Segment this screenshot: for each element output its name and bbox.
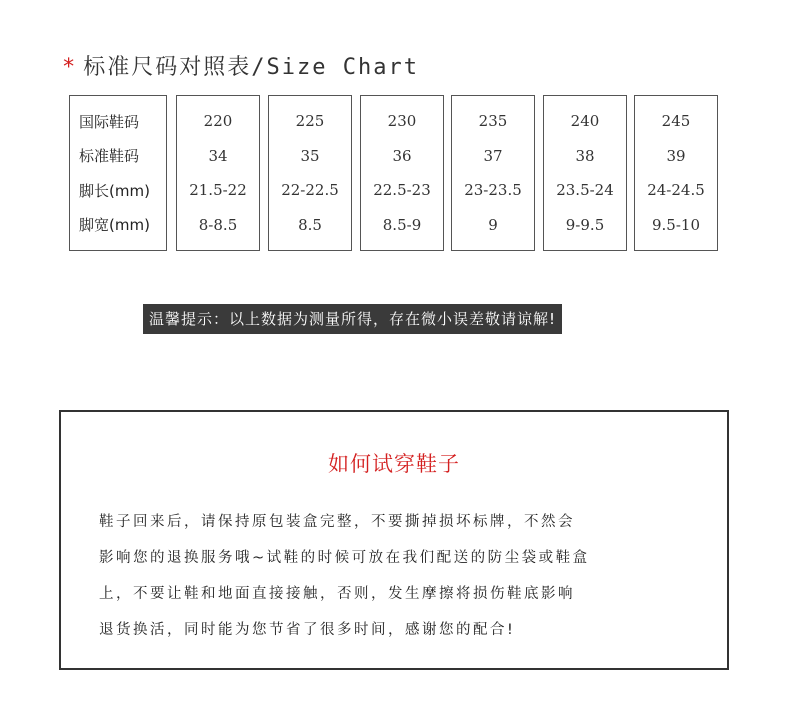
row-label-intl-size: 国际鞋码 [79, 112, 140, 131]
size-cell: 8.5 [298, 215, 322, 234]
try-on-line: 上，不要让鞋和地面直接接触，否则，发生摩擦将损伤鞋底影响 [99, 586, 575, 602]
size-column-235 [451, 95, 535, 251]
size-column-220 [176, 95, 260, 251]
size-chart-title-text: 标准尺码对照表/Size Chart [83, 55, 419, 80]
size-cell: 235 [478, 112, 508, 131]
size-cell: 23.5-24 [556, 181, 614, 200]
size-cell: 38 [575, 146, 595, 165]
row-label-foot-width: 脚宽(mm) [79, 216, 150, 235]
size-label-column [69, 95, 167, 251]
size-cell: 24-24.5 [647, 181, 705, 200]
try-on-line: 退货换活，同时能为您节省了很多时间，感谢您的配合! [99, 622, 516, 638]
size-column-225 [268, 95, 352, 251]
size-cell: 245 [661, 112, 691, 131]
row-label-foot-length: 脚长(mm) [79, 181, 150, 200]
size-cell: 8.5-9 [382, 215, 422, 234]
size-cell: 35 [300, 146, 320, 165]
size-chart-title [62, 50, 419, 81]
size-cell: 8-8.5 [198, 215, 238, 234]
size-cell: 225 [295, 112, 325, 131]
size-cell: 220 [203, 112, 233, 131]
asterisk-icon: * [62, 55, 78, 80]
size-cell: 36 [392, 146, 412, 165]
size-cell: 9.5-10 [651, 215, 700, 234]
size-cell: 22.5-23 [373, 181, 431, 200]
try-on-title: 如何试穿鞋子 [328, 452, 460, 476]
size-column-240 [543, 95, 627, 251]
size-cell: 22-22.5 [281, 181, 339, 200]
size-cell: 240 [570, 112, 600, 131]
size-cell: 34 [208, 146, 228, 165]
size-cell: 21.5-22 [189, 181, 247, 200]
measurement-tip-banner: 温馨提示：以上数据为测量所得，存在微小误差敬请谅解! [143, 304, 562, 334]
size-cell: 23-23.5 [464, 181, 522, 200]
size-cell: 9 [488, 215, 498, 234]
try-on-line: 鞋子回来后，请保持原包装盒完整，不要撕掉损坏标牌，不然会 [99, 514, 575, 530]
try-on-text [99, 504, 699, 648]
row-label-std-size: 标准鞋码 [79, 147, 140, 166]
try-on-instructions-box [59, 410, 729, 670]
size-column-230 [360, 95, 444, 251]
size-column-245 [634, 95, 718, 251]
size-cell: 39 [666, 146, 686, 165]
try-on-line: 影响您的退换服务哦~试鞋的时候可放在我们配送的防尘袋或鞋盒 [99, 550, 590, 566]
size-cell: 9-9.5 [565, 215, 605, 234]
size-cell: 37 [483, 146, 503, 165]
size-cell: 230 [387, 112, 417, 131]
